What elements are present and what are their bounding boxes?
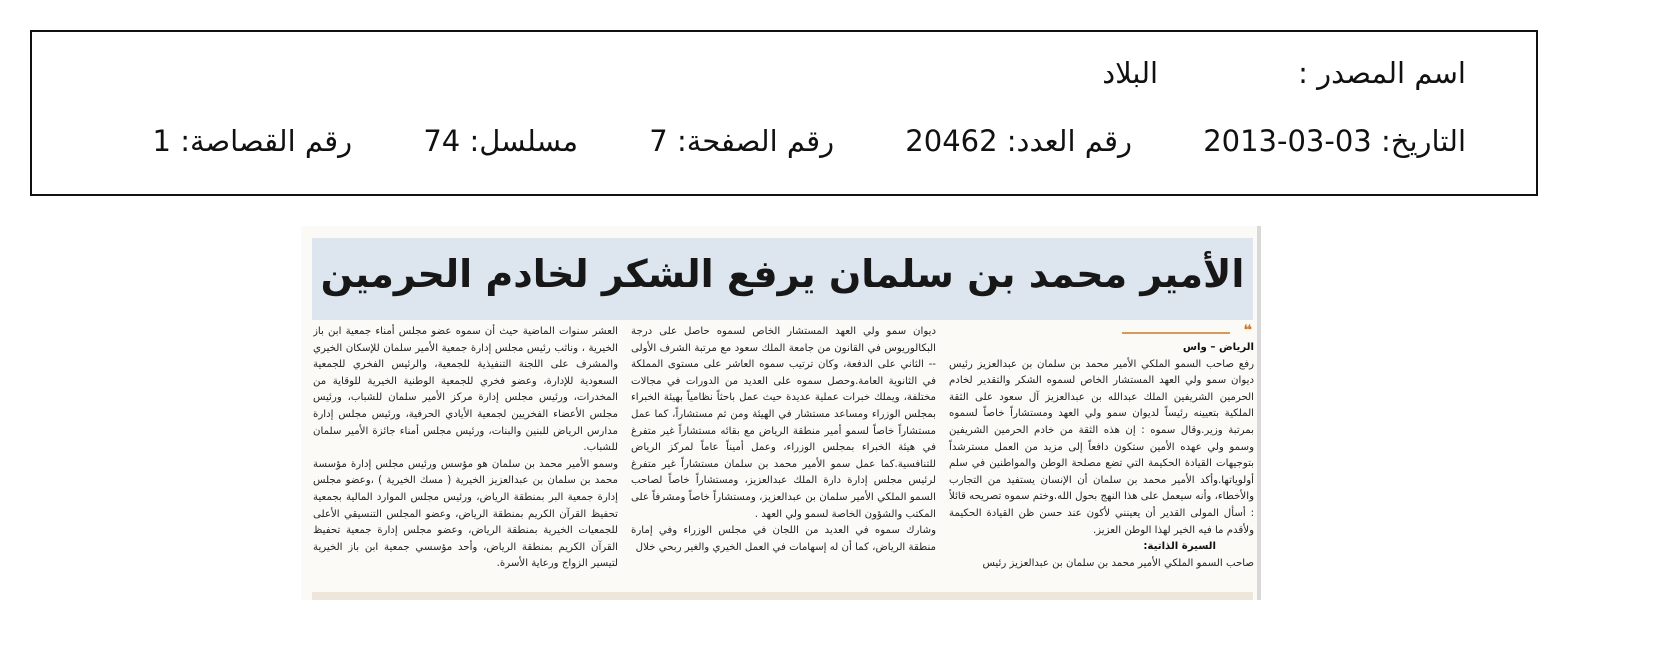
quote-rule-divider [1122, 332, 1230, 334]
issue-value: 20462 [905, 124, 998, 158]
newspaper-clipping [301, 226, 1261, 600]
page-value: 7 [649, 124, 668, 158]
source-line [1102, 56, 1466, 90]
serial-label: مسلسل: [469, 124, 579, 158]
article-dateline: الرياض – واس [1182, 342, 1254, 353]
source-value: البلاد [1102, 56, 1159, 90]
clipping-edge [1257, 226, 1261, 600]
clip-label: رقم القصاصة: [180, 124, 353, 158]
biography-subhead: السيرة الذاتية: [1143, 541, 1216, 553]
article-body-paragraph: صاحب السمو الملكي الأمير محمد بن سلمان بن عبدالعزيز رئيس [982, 557, 1254, 569]
article-headline: الأمير محمد بن سلمان يرفع الشكر لخادم الحرمين [320, 252, 1245, 296]
clip-value: 1 [152, 124, 171, 158]
page-label: رقم الصفحة: [676, 124, 835, 158]
issue-label: رقم العدد: [1006, 124, 1132, 158]
serial-value: 74 [423, 124, 461, 158]
article-column-1 [949, 324, 1254, 594]
headline-band [312, 238, 1253, 320]
article-column-3 [313, 324, 618, 594]
clipping-bottom-strip [312, 592, 1253, 600]
article-body-paragraph: العشر سنوات الماضية حيث أن سموه عضو مجلس أمناء جمعية ابن باز الخيرية ، وناثب رئيس مجلس إدارة جمعية الأمير سلمان للإسكان الخيري والمشرف على اللجنة التنفيذية للجمعية، والرئيس الفخري للجمعية السعودية للإدارة، وعضو فخري للجمعية الوطنية الخيرية للوقاية من المخدرات، ورئيس مجلس إدارة مركز الأمير سلمان للشباب، ورئيس مجلس الأعضاء الفخريين لجمعية الأيادي الحرفية، ورئيس مجلس إدارة مدارس الرياض للبنين والبنات، ورئيس مجلس أمناء جائزة الأمير سلمان للشباب. [313, 326, 618, 454]
date-label: التاريخ: [1380, 124, 1466, 158]
article-body-paragraph: ديوان سمو ولي العهد المستشار الخاص لسموه حاصل على درجة البكالوريوس في القانون من جامعة الملك سعود مع مرتبة الشرف الأولى -- الثاني على الدفعة، وكان ترتيب سموه العاشر على مستوى المملكة في الثانوية العامة.وحصل سموه على العديد من الدورات في مجالات مختلفة، ويملك خبرات عملية عديدة حيث عمل باحثاً نظامياً بهيئة الخبراء بمجلس الوزراء ومساعد مستشار في الهيئة ومن ثم مستشاراً، كما عمل مستشاراً خاصاً لسمو أمير منطقة الرياض مع بقائه مستشاراً غير متفرغ في هيئة الخبراء بمجلس الوزراء، وعمل أميناً عاماً لمركز الرياض للتنافسية.كما عمل سمو الأمير محمد بن سلمان مستشاراً غير متفرغ لرئيس مجلس إدارة دارة الملك عبدالعزيز، ومستشاراً خاصاً لصاحب السمو الملكي الأمير سلمان بن عبدالعزيز، ومستشاراً خاصاً ومشرفاً على المكتب والشؤون الخاصة لسمو ولي العهد . [631, 326, 936, 520]
article-body-paragraph: وسمو الأمير محمد بن سلمان هو مؤسس ورئيس مجلس إدارة مؤسسة محمد بن سلمان بن عبدالعزيز الخيرية ( مسك الخيرية ) ،وعضو مجلس إدارة جمعية البر بمنطقة الرياض، ورئيس مجلس الموارد المالية بجمعية تحفيظ القرآن الكريم بمنطقة الرياض، وعضو المجلس التنسيقي الأعلى للجمعيات الخيرية بمنطقة الرياض، وعضو مجلس إدارة جمعية تحفيظ القرآن الكريم بمنطقة الرياض، وأحد مؤسسي جمعية ابن باز الخيرية لتيسير الزواج ورعاية الأسرة. [313, 458, 618, 570]
publication-details-line [153, 124, 1466, 158]
date-value: 2013-03-03 [1203, 124, 1372, 158]
source-label: اسم المصدر : [1298, 56, 1466, 90]
source-info-box [30, 30, 1538, 196]
quote-mark-icon: ❝ [1243, 324, 1252, 339]
article-body-paragraph: رفع صاحب السمو الملكي الأمير محمد بن سلمان بن عبدالعزيز رئيس ديوان سمو ولي العهد المستشار الخاص لسموه الشكر والتقدير لخادم الحرمين الشريفين الملك عبدالله بن عبدالعزيز آل سعود على الثقة الملكية بتعيينه رئيساً لديوان سمو ولي العهد ومستشاراً خاصاً لسموه بمرتبة وزير.وقال سموه : إن هذه الثقة من خادم الحرمين الشريفين وسمو ولي عهده الأمين ستكون دافعاً إلى مزيد من العمل مسترشداً بتوجيهات القيادة الحكيمة التي تضع مصلحة الوطن والمواطنين في سلم أولوياتها.وأكد الأمير محمد بن سلمان أن الإنسان يستفيد من التجارب والأخطاء، وأنه سيعمل على هذا النهج بحول الله.وختم سموه تصريحه قائلاً : أسأل المولى القدير أن يعينني لأكون عند حسن ظن القيادة الحكيمة ولأقدم ما فيه الخير لهذا الوطن العزيز. [949, 358, 1254, 536]
article-column-2 [631, 324, 936, 594]
quote-ornament [949, 324, 1254, 340]
article-body-paragraph: وشارك سموه في العديد من اللجان في مجلس الوزراء وفي إمارة منطقة الرياض، كما أن له إسهامات في العمل الخيري والغير ربحي خلال [631, 525, 936, 553]
